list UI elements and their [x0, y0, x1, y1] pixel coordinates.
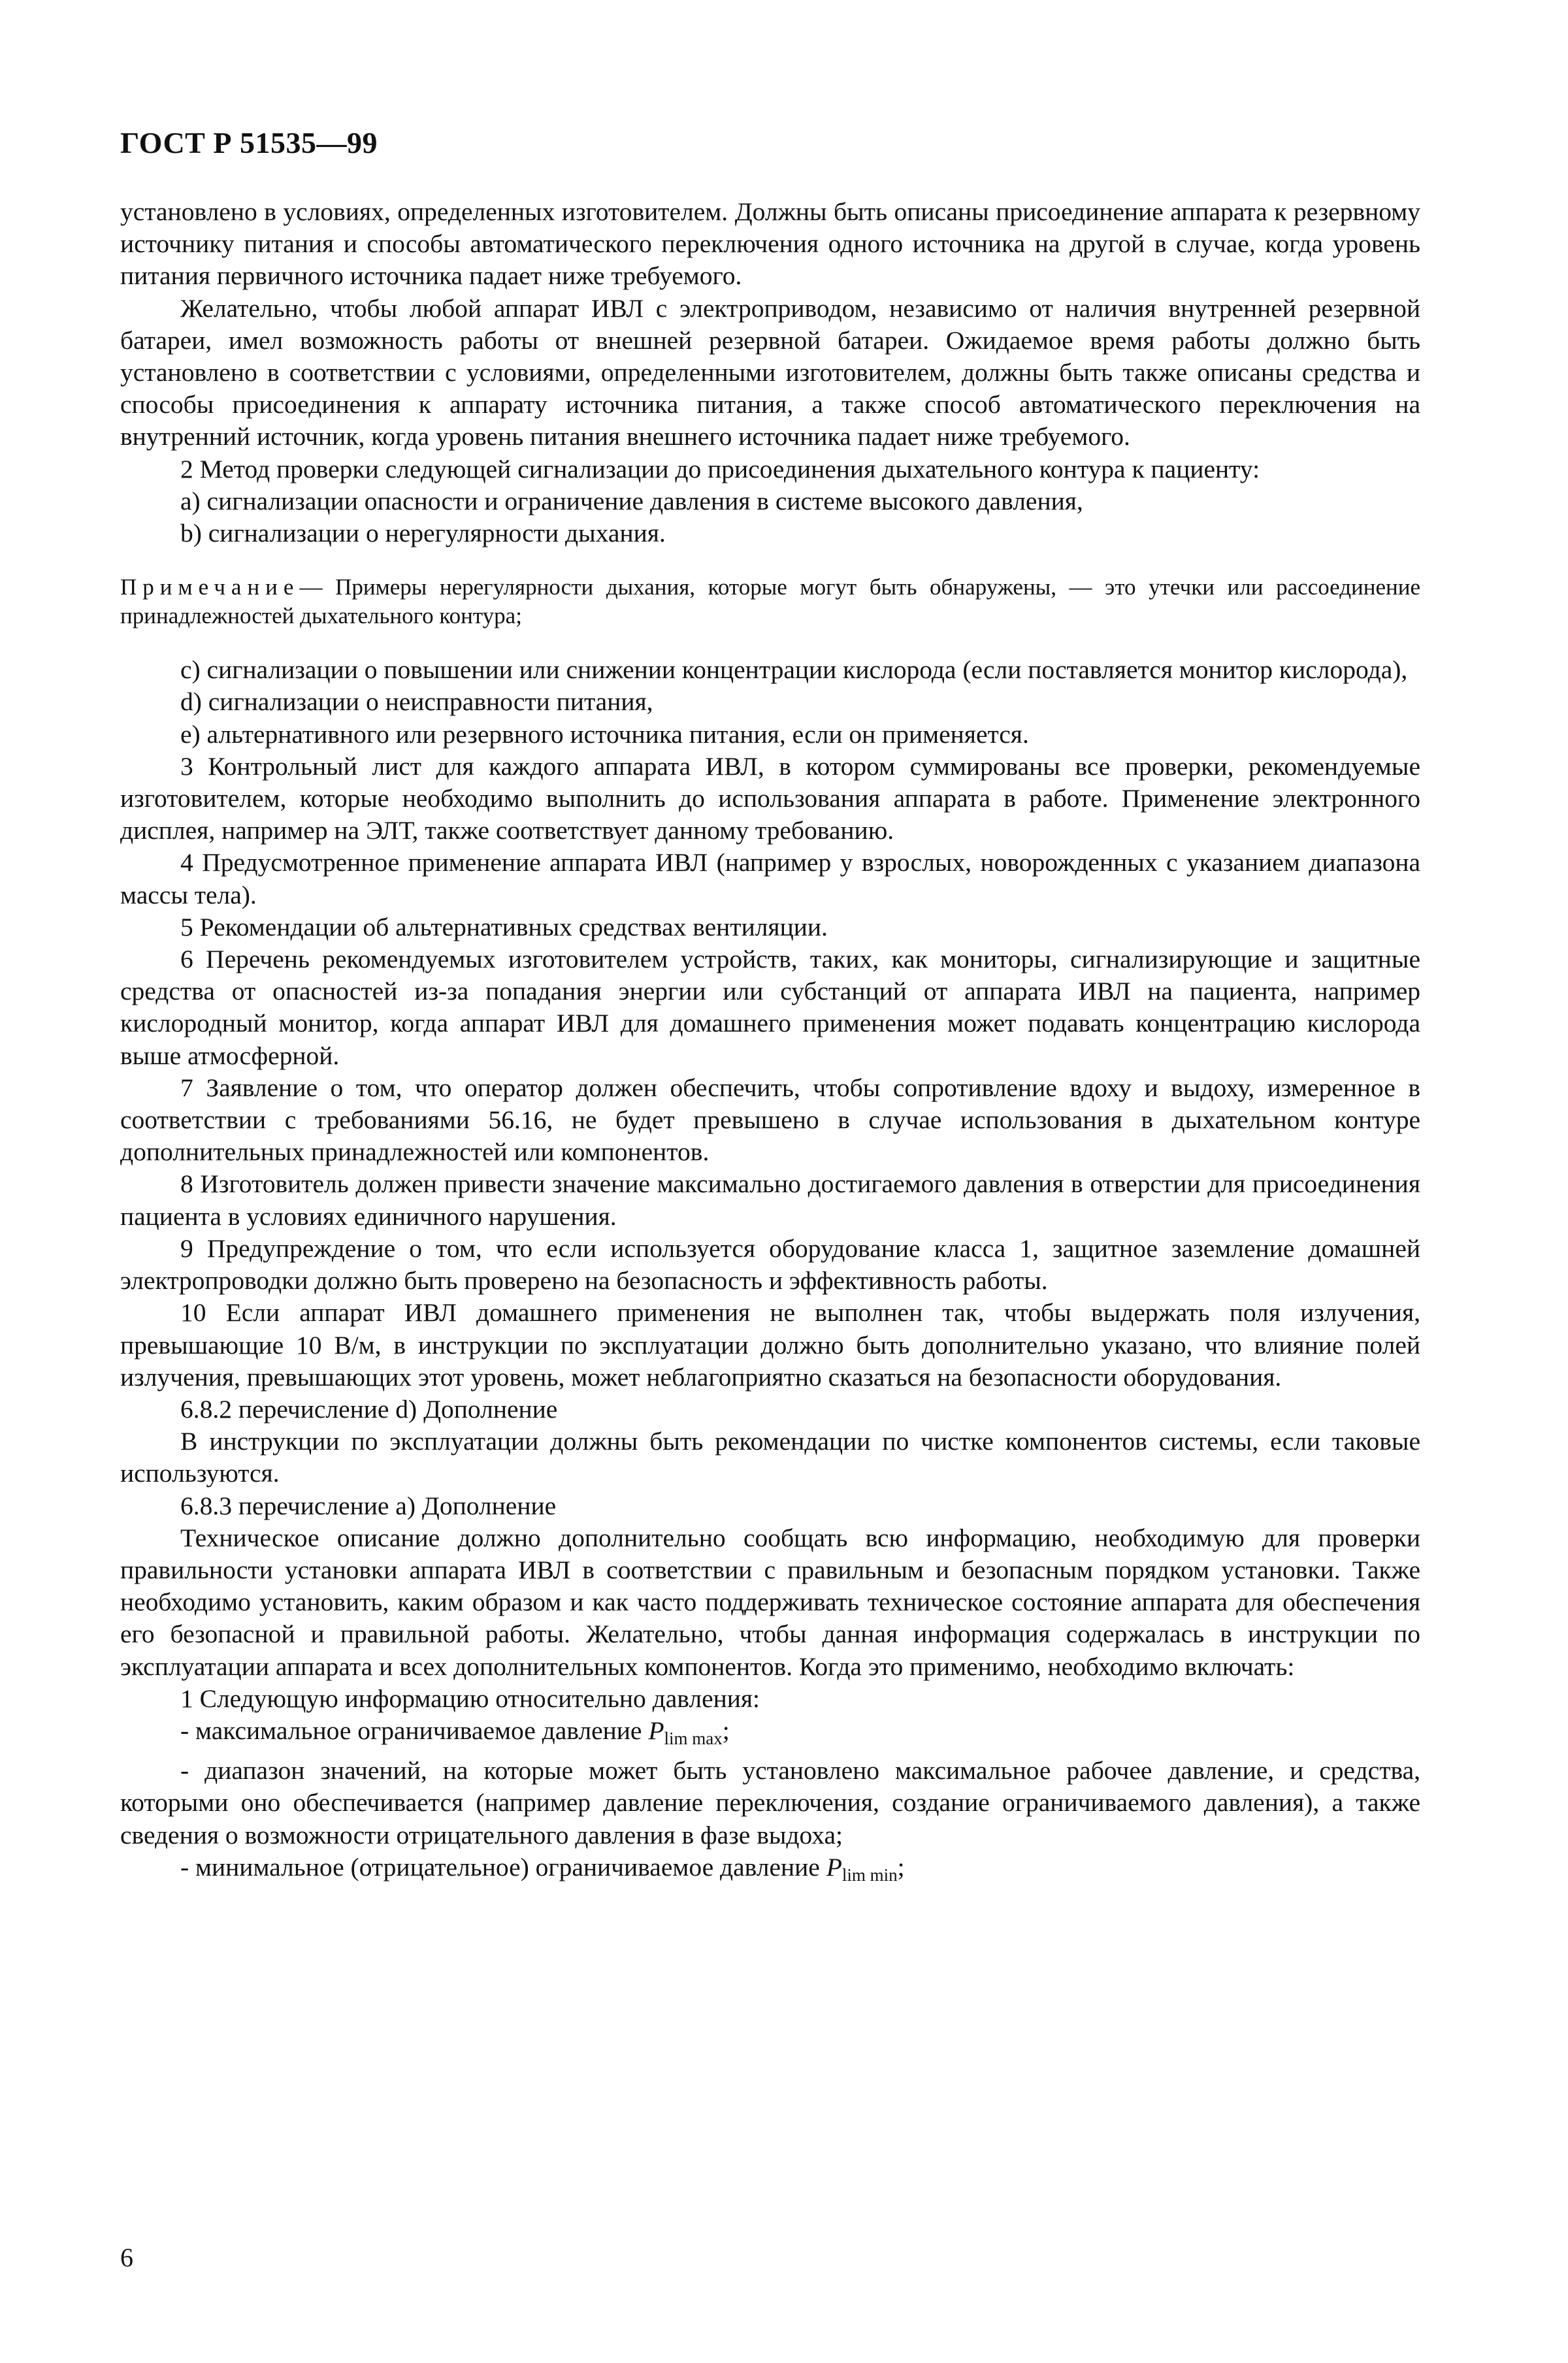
note — [120, 573, 1420, 630]
paragraph: 8 Изготовитель должен привести значение максимально достигаемого давления в отверстии для присоединения пациента в условиях единичного нарушения. — [120, 1169, 1420, 1231]
list-item: b) сигнализации о нерегулярности дыхания. — [180, 519, 666, 548]
paragraph: 3 Контрольный лист для каждого аппарата ИВЛ, в котором суммированы все проверки, рекомендуемые изготовителем, которые необходимо выполнить до использования аппарата в работе. Применение электронного дисплея, например на ЭЛТ, также соответствует данному требованию. — [120, 751, 1420, 845]
paragraph: установлено в условиях, определенных изготовителем. Должны быть описаны присоединение аппарата к резервному источнику питания и способы автоматического переключения одного источника на другой в случае, когда уровень питания первичного источника падает ниже требуемого. — [120, 197, 1420, 291]
note-text: — Примеры нерегулярности дыхания, которые могут быть обнаружены, — это утечки или рассоединение принадлежностей дыхательного контура; — [120, 574, 1420, 629]
list-item: c) сигнализации о повышении или снижении концентрации кислорода (если поставляется монитор кислорода), — [180, 655, 1408, 685]
paragraph: 10 Если аппарат ИВЛ домашнего применения не выполнен так, чтобы выдержать поля излучения, превышающие 10 В/м, в инструкции по эксплуатации должно быть дополнительно указано, что влияние полей излучения, превышающих этот уровень, может неблагоприятно сказаться на безопасности оборудования. — [120, 1298, 1420, 1392]
paragraph: 1 Следующую информацию относительно давления: — [180, 1684, 760, 1713]
paragraph: 6 Перечень рекомендуемых изготовителем устройств, таких, как мониторы, сигнализирующие и защитные средства от опасностей из-за попадания энергии или субстанций от аппарата ИВЛ на пациента, например кислородный монитор, когда аппарат ИВЛ для домашнего применения может подавать концентрацию кислорода выше атмосферной. — [120, 945, 1420, 1070]
paragraph: 4 Предусмотренное применение аппарата ИВЛ (например у взрослых, новорожденных с указанием диапазона массы тела). — [120, 848, 1420, 909]
list-item: a) сигнализации опасности и ограничение давления в системе высокого давления, — [180, 486, 1083, 515]
dash-item: - диапазон значений, на которые может быть установлено максимальное рабочее давление, и средства, которыми оно обеспечивается (например давление переключения, создание ограничиваемого давления), а также сведения о возможности отрицательного давления в фазе выдоха; — [120, 1756, 1420, 1850]
dash-item: - максимальное ограничиваемое давление $P_{lim max}$; — [180, 1716, 730, 1748]
section-heading: 6.8.3 перечисление а) Дополнение — [180, 1491, 557, 1520]
document-body — [120, 196, 1420, 1891]
list-item: d) сигнализации о неисправности питания, — [180, 687, 653, 717]
p-lim-min-symbol: $P_{lim min}$ — [826, 1852, 898, 1885]
paragraph: 9 Предупреждение о том, что если используется оборудование класса 1, защитное заземление домашней электропроводки должно быть проверено на безопасность и эффективность работы. — [120, 1233, 1420, 1296]
p-lim-max-symbol: $P_{lim max}$ — [648, 1716, 723, 1748]
paragraph: Техническое описание должно дополнительно сообщать всю информацию, необходимую для проверки правильности установки аппарата ИВЛ в соответствии с правильным и безопасным порядком установки. Также необходимо установить, каким образом и как часто поддерживать техническое состояние аппарата для обеспечения его безопасной и правильной работы. Желательно, чтобы данная информация содержалась в инструкции по эксплуатации аппарата и всех дополнительных компонентов. Когда это применимо, необходимо включать: — [120, 1523, 1420, 1681]
paragraph: Желательно, чтобы любой аппарат ИВЛ с электроприводом, независимо от наличия внутренней резервной батареи, имел возможность работы от внешней резервной батареи. Ожидаемое время работы должно быть установлено в соответствии с условиями, определенными изготовителем, должны быть также описаны средства и способы присоединения к аппарату источника питания, а также способ автоматического переключения на внутренний источник, когда уровень питания внешнего источника падает ниже требуемого. — [120, 293, 1420, 451]
page-number: 6 — [120, 2243, 133, 2272]
list-item: e) альтернативного или резервного источника питания, если он применяется. — [180, 719, 1029, 749]
note-label: Примечание — [120, 574, 300, 600]
paragraph: В инструкции по эксплуатации должны быть рекомендации по чистке компонентов системы, если таковые используются. — [120, 1427, 1420, 1488]
paragraph: 5 Рекомендации об альтернативных средствах вентиляции. — [180, 912, 828, 941]
paragraph: 7 Заявление о том, что оператор должен обеспечить, чтобы сопротивление вдоху и выдоху, измеренное в соответствии с требованиями 56.16, не будет превышено в случае использования в дыхательном контуре дополнительных принадлежностей или компонентов. — [120, 1073, 1420, 1167]
dash-item: - минимальное (отрицательное) ограничиваемое давление $P_{lim min}$; — [180, 1852, 905, 1885]
document-header: ГОСТ Р 51535—99 — [120, 126, 378, 159]
paragraph: 2 Метод проверки следующей сигнализации до присоединения дыхательного контура к пациенту: — [180, 454, 1260, 483]
section-heading: 6.8.2 перечисление d) Дополнение — [180, 1394, 558, 1424]
